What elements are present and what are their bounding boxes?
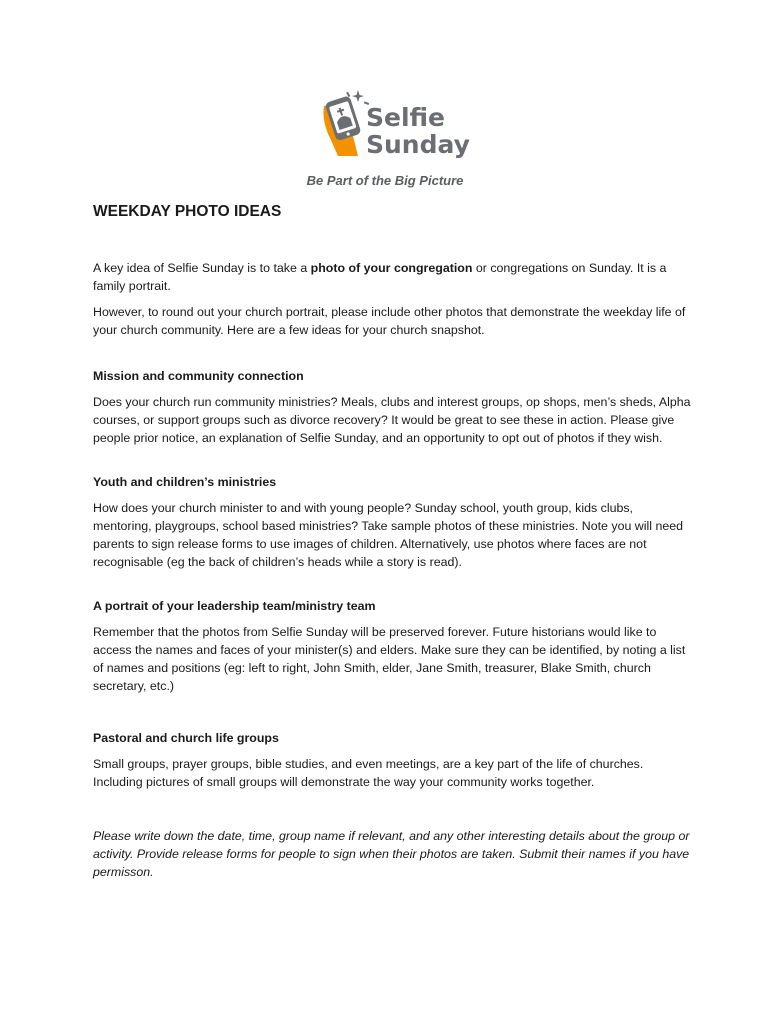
section-body-leadership: Remember that the photos from Selfie Sunday will be preserved forever. Future historians would like to access the names and faces of your minister(s) and elders. Make sure they can be identified, by noting a list of names and positions (eg: left to right, John Smith, elder, Jane Smith, treasurer, Blake Smith, church secretary, etc.) [93, 625, 686, 693]
page-title: WEEKDAY PHOTO IDEAS [93, 203, 282, 220]
document-body [93, 259, 693, 881]
intro-paragraph-2: However, to round out your church portrait, please include other photos that demonstrate the weekday life of your church community. Here are a few ideas for your church snapshot. [93, 305, 686, 337]
intro-paragraph-1: A key idea of Selfie Sunday is to take a photo of your congregation or congregations on Sunday. It is a family portrait. [93, 261, 667, 293]
logo-text-selfie: Selfie [366, 103, 446, 132]
closing-note: Please write down the date, time, group name if relevant, and any other interesting details about the group or activity. Provide release forms for people to sign when their photos are taken. Submit their names if you have permisson. [93, 829, 690, 879]
section-body-mission: Does your church run community ministries? Meals, clubs and interest groups, op shops, men’s sheds, Alpha courses, or support groups such as divorce recovery? It would be great to see these in action. Please give people prior notice, an explanation of Selfie Sunday, and an opportunity to opt out of photos if they wish. [93, 395, 691, 445]
section-body-pastoral: Small groups, prayer groups, bible studies, and even meetings, are a key part of the life of churches. Including pictures of small groups will demonstrate the way your community works together. [93, 757, 644, 789]
tagline: Be Part of the Big Picture [306, 173, 464, 188]
logo-text-sunday: Sunday [366, 130, 470, 159]
section-heading-pastoral: Pastoral and church life groups [93, 731, 279, 745]
bold-phrase: photo of your congregation [310, 261, 473, 275]
selfie-sunday-logo [318, 88, 470, 160]
section-heading-leadership: A portrait of your leadership team/ministry team [93, 599, 376, 613]
section-heading-youth: Youth and children’s ministries [93, 475, 277, 489]
section-heading-mission: Mission and community connection [93, 369, 304, 383]
section-body-youth: How does your church minister to and with young people? Sunday school, youth group, kids clubs, mentoring, playgroups, school based ministries? Take sample photos of these ministries. Note you will need parents to sign release forms to use images of children. Alternatively, use photos where faces are not recognisable (eg the back of children’s heads while a story is read). [93, 501, 684, 569]
